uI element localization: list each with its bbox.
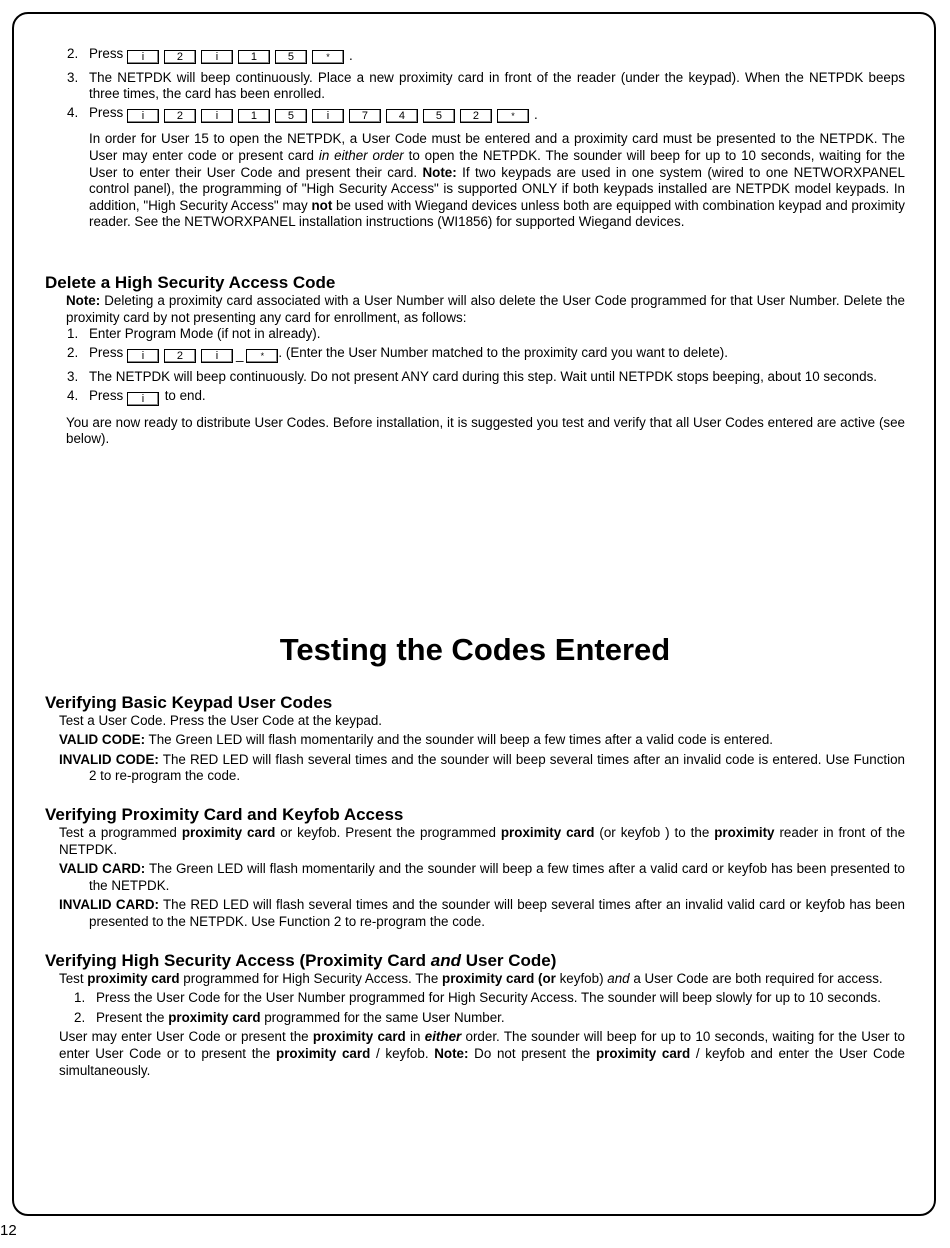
high-step-2: 2. Present the proximity card programmed for the same User Number. bbox=[74, 1009, 505, 1025]
high-final: User may enter User Code or present the proximity card in either order. The sounder will beep for up to 10 seconds, waiting for the User to enter User Code or to present the proximity card / keyfob. Note: Do not present the proximity card / keyfob and enter the User Code simultaneously. bbox=[59, 1029, 905, 1078]
key-button: * bbox=[246, 349, 278, 363]
step-4 bbox=[45, 105, 905, 124]
step-2 bbox=[45, 46, 905, 65]
step-number: 3. bbox=[67, 69, 79, 85]
section-heading: Delete a High Security Access Code bbox=[45, 272, 336, 292]
key-sequence: i 2 i 1 5 i 7 4 5 2 * . bbox=[127, 107, 538, 124]
key-button: i bbox=[127, 392, 159, 406]
key-button: 2 bbox=[164, 50, 196, 64]
key-button: 2 bbox=[164, 109, 196, 123]
invalid-code: INVALID CODE: The RED LED will flash several times and the sounder will beep several times after an invalid code is entered. Use Function 2 to re-program the code. bbox=[59, 751, 905, 784]
key-sequence bbox=[127, 390, 161, 407]
step-number: 2. bbox=[67, 46, 79, 61]
key-sequence: i 2 i 1 5 * . bbox=[127, 48, 353, 65]
step-text: Press bbox=[89, 46, 124, 61]
key-button: i bbox=[127, 50, 159, 64]
invalid-card: INVALID CARD: The RED LED will flash several times and the sounder will beep several times after an invalid valid card or keyfob has been presented to the NETPDK. Use Function 2 to re-program the code. bbox=[59, 897, 905, 930]
section-heading: Verifying Basic Keypad User Codes bbox=[45, 692, 333, 712]
delete-section bbox=[45, 273, 905, 448]
key-button: 2 bbox=[164, 349, 196, 363]
page-number: 12 bbox=[0, 1222, 17, 1239]
page-title: Testing the Codes Entered bbox=[279, 631, 671, 667]
valid-card: VALID CARD: The Green LED will flash momentarily and the sounder will beep a few times after a valid card or keyfob has been presented to the NETPDK. bbox=[59, 861, 905, 893]
step-number: 4. bbox=[67, 104, 79, 120]
section-heading: Verifying High Security Access (Proximity Card and User Code) bbox=[45, 950, 557, 970]
delete-step-1: 1. Enter Program Mode (if not in already). bbox=[67, 326, 321, 342]
key-button: * bbox=[497, 109, 529, 123]
step-text: Press bbox=[89, 104, 124, 120]
key-button: i bbox=[201, 109, 233, 123]
delete-step-2: 2. Press i 2 i _ * . (Enter the User Number matched to the proximity card you want to delete). bbox=[67, 344, 728, 362]
key-button: i bbox=[127, 349, 159, 363]
key-button: 4 bbox=[386, 109, 418, 123]
key-button: 1 bbox=[238, 50, 270, 64]
ready-paragraph: You are now ready to distribute User Codes. Before installation, it is suggested you test and verify that all User Codes entered are active (see below). bbox=[66, 414, 905, 447]
high-step-1: 1. Press the User Code for the User Number programmed for High Security Access. The sounder will beep slowly for up to 10 seconds. bbox=[74, 990, 881, 1006]
prox-intro: Test a programmed proximity card or keyfob. Present the programmed proximity card (or keyfob ) to the proximity reader in front of the NETPDK. bbox=[59, 825, 906, 857]
key-button: 5 bbox=[423, 109, 455, 123]
key-button: 2 bbox=[460, 109, 492, 123]
valid-code: VALID CODE: The Green LED will flash momentarily and the sounder will beep a few times after a valid code is entered. bbox=[59, 732, 773, 748]
high-intro: Test proximity card programmed for High Security Access. The proximity card (or keyfob) and a User Code are both required for access. bbox=[59, 970, 883, 986]
key-button: 5 bbox=[275, 50, 307, 64]
key-button: i bbox=[312, 109, 344, 123]
delete-step-4: 4. Press i to end. bbox=[67, 387, 206, 405]
delete-step-3: 3. The NETPDK will beep continuously. Do not present ANY card during this step. Wait until NETPDK stops beeping, about 10 seconds. bbox=[67, 369, 877, 385]
key-sequence: i 2 i _ * bbox=[127, 347, 278, 364]
key-button: i bbox=[127, 109, 159, 123]
step-3 bbox=[45, 70, 905, 103]
basic-intro: Test a User Code. Press the User Code at the keypad. bbox=[59, 712, 383, 728]
key-button: 1 bbox=[238, 109, 270, 123]
high-security-paragraph: In order for User 15 to open the NETPDK, a User Code must be entered and a proximity card must be presented to the NETPDK. The User may enter code or present card in either order to open the NETPDK. The sounder will beep for up to 10 seconds, waiting for the User to enter their User Code and present their card. Note: If two keypads are used in one system (wired to one NETWORXPANEL control panel), the programming of "High Security Access" is supported ONLY if both keypads installed are NETPDK model keypads. In addition, "High Security Access" may not be used with Wiegand devices unless both are equipped with combination keypad and proximity reader. See the NETWORXPANEL installation instructions (WI1856) for supported Wiegand devices. bbox=[89, 131, 906, 230]
testing-section bbox=[45, 631, 905, 1080]
key-button: 5 bbox=[275, 109, 307, 123]
step-text: The NETPDK will beep continuously. Place a new proximity card in front of the reader (under the keypad). When the NETPDK beeps three times, the card has been enrolled. bbox=[89, 69, 905, 102]
delete-note: Note: Deleting a proximity card associated with a User Number will also delete the User Code programmed for that User Number. Delete the proximity card by not presenting any card for enrollment, as follows: bbox=[66, 292, 905, 325]
page-content bbox=[45, 46, 905, 1082]
key-button: i bbox=[201, 349, 233, 363]
section-heading: Verifying Proximity Card and Keyfob Access bbox=[45, 805, 404, 825]
key-button: 7 bbox=[349, 109, 381, 123]
key-button: * bbox=[312, 50, 344, 64]
key-button: i bbox=[201, 50, 233, 64]
